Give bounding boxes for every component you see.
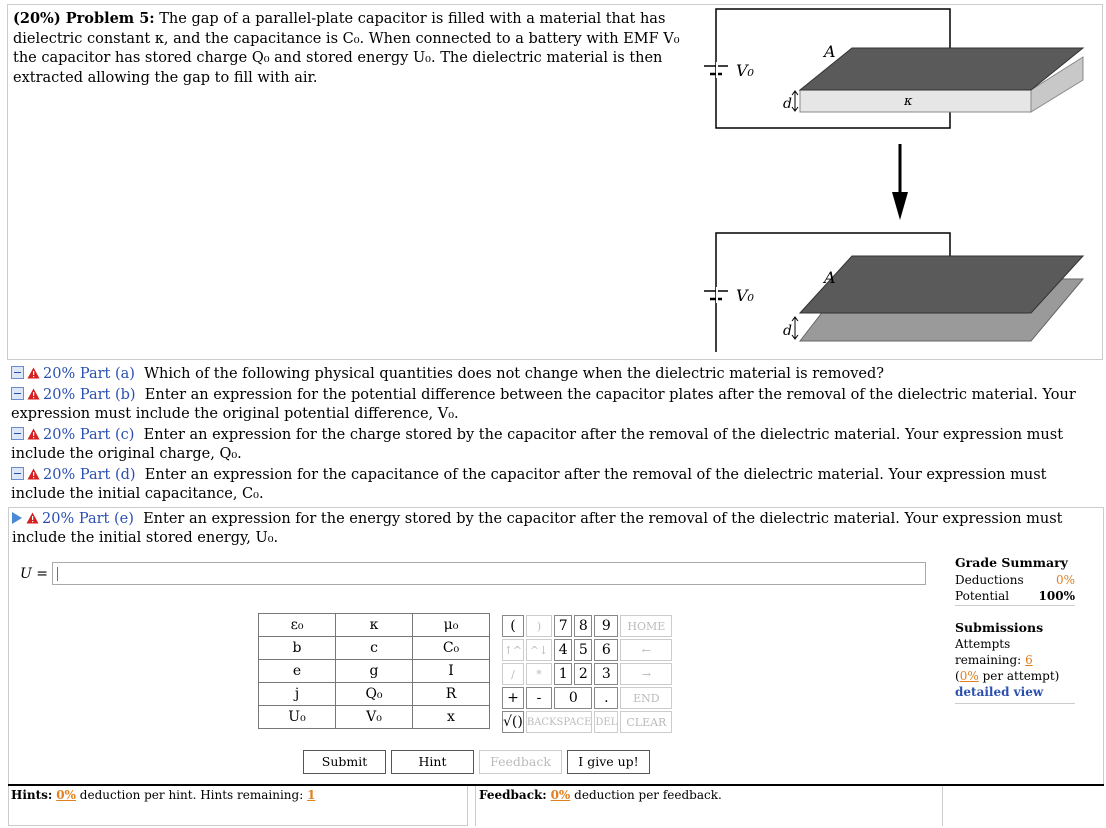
key-8[interactable]: 8 [574,615,592,637]
attempts-label: Attempts remaining: [955,637,1022,667]
key-v0[interactable]: V₀ [336,706,413,729]
warning-icon [27,428,40,440]
hints-text: deduction per hint. Hints remaining: [79,788,304,802]
part-d[interactable] [11,466,1091,504]
potential-label: Potential [955,589,1010,603]
key-divide[interactable]: / [502,663,524,685]
feedback-info [479,788,722,802]
part-text: Enter an expression for the capacitance of the capacitor after the removal of the dielectric material. Your expression must include the initial capacitance, C₀. [11,467,1047,502]
problem-statement [13,9,693,88]
key-home[interactable]: HOME [620,615,672,637]
key-mu0[interactable]: μ₀ [413,614,490,637]
grade-summary [955,555,1075,606]
key-r[interactable]: R [413,683,490,706]
text-caret [57,567,58,581]
key-e[interactable]: e [259,660,336,683]
key-6[interactable]: 6 [594,639,618,661]
key-q0[interactable]: Q₀ [336,683,413,706]
key-epsilon0[interactable]: ε₀ [259,614,336,637]
collapse-icon[interactable] [11,427,24,440]
symbol-keypad [258,613,490,729]
key-j[interactable]: j [259,683,336,706]
diagram-before [704,9,1083,128]
potential-row [955,588,1075,604]
collapse-icon[interactable] [11,387,24,400]
key-9[interactable]: 9 [594,615,618,637]
key-2[interactable]: 2 [574,663,592,685]
detailed-view-link[interactable]: detailed view [955,685,1044,699]
part-label: 20% Part (c) [43,427,135,443]
area-label: A [824,268,836,287]
feedback-pct: 0% [550,788,571,802]
feedback-button[interactable]: Feedback [479,750,562,774]
parts-list [11,365,1091,506]
key-clear[interactable]: CLEAR [620,711,672,733]
feedback-text: deduction per feedback. [574,788,722,802]
submit-button[interactable]: Submit [303,750,386,774]
hints-label: Hints: [11,788,53,802]
key-decimal[interactable]: . [594,687,618,709]
deductions-label: Deductions [955,573,1024,587]
submissions [955,620,1075,704]
part-label: 20% Part (d) [43,467,136,483]
attempts-row [955,636,1075,668]
key-right-arrow[interactable]: → [620,663,672,685]
problem-body: The gap of a parallel-plate capacitor is filled with a material that has dielectric constant κ, and the capacitance is C₀. When connected to a battery with EMF V₀ the capacitor has stored charge Q₀ and stored energy U₀. The dielectric material is then extracted allowing the gap to fill with air. [13,11,680,86]
key-b[interactable]: b [259,637,336,660]
key-u0[interactable]: U₀ [259,706,336,729]
answer-label: U = [20,566,48,582]
voltage-label: V₀ [736,61,754,80]
hints-pct: 0% [56,788,76,802]
key-4[interactable]: 4 [554,639,572,661]
key-kappa[interactable]: κ [336,614,413,637]
part-b[interactable] [11,386,1091,424]
part-text: Enter an expression for the energy stored by the capacitor after the removal of the dielectric material. Your expression must include the initial stored energy, U₀. [12,511,1063,546]
give-up-button[interactable]: I give up! [567,750,650,774]
key-minus[interactable]: - [526,687,552,709]
deductions-value: 0% [1055,573,1075,587]
part-label: 20% Part (b) [43,387,136,403]
key-subscript[interactable]: ^↓ [526,639,552,661]
hint-button[interactable]: Hint [391,750,474,774]
gap-label: d [783,323,792,339]
part-text: Which of the following physical quantities does not change when the dielectric material is removed? [144,366,885,382]
part-text: Enter an expression for the charge stored by the capacitor after the removal of the dielectric material. Your expression must include the original charge, Q₀. [11,427,1064,462]
key-x[interactable]: x [413,706,490,729]
key-g[interactable]: g [336,660,413,683]
per-attempt-pct: 0% [959,669,979,683]
warning-icon [26,512,39,524]
potential-value: 100% [1038,589,1075,603]
footer-divider [8,784,1104,786]
key-left-arrow[interactable]: ← [620,639,672,661]
key-c0[interactable]: C₀ [413,637,490,660]
key-multiply[interactable]: * [526,663,552,685]
diagram-after [704,233,1083,352]
part-label: 20% Part (e) [42,511,134,527]
key-0[interactable]: 0 [554,687,592,709]
collapse-icon[interactable] [11,467,24,480]
deductions-row [955,572,1075,588]
warning-icon [27,367,40,379]
key-i[interactable]: I [413,660,490,683]
answer-input[interactable] [52,562,926,585]
key-del[interactable]: DEL [594,711,618,733]
key-end[interactable]: END [620,687,672,709]
part-c[interactable] [11,426,1091,464]
grade-summary-title: Grade Summary [955,555,1068,570]
submissions-title: Submissions [955,620,1044,635]
key-c[interactable]: c [336,637,413,660]
part-label: 20% Part (a) [43,366,135,382]
key-open-paren[interactable]: ( [502,615,524,637]
key-7[interactable]: 7 [554,615,572,637]
expand-icon[interactable] [12,512,22,524]
gap-label: d [783,96,792,112]
per-attempt-label: per attempt) [982,669,1060,683]
part-a[interactable] [11,365,1091,384]
hints-remaining: 1 [307,788,316,802]
key-close-paren[interactable]: ) [526,615,552,637]
key-backspace[interactable]: BACKSPACE [526,711,593,733]
feedback-label: Feedback: [479,788,547,802]
key-superscript[interactable]: ↑^ [502,639,524,661]
capacitor-diagram [700,4,1100,354]
key-sqrt[interactable]: √() [502,711,524,733]
key-5[interactable]: 5 [574,639,592,661]
area-label: A [824,42,836,61]
problem-header: (20%) Problem 5: [13,10,155,27]
attempts-value: 6 [1025,653,1033,667]
hints-info [11,788,315,802]
voltage-label: V₀ [736,286,754,305]
dielectric-label: κ [904,94,913,109]
part-text: Enter an expression for the potential difference between the capacitor plates after the removal of the dielectric material. Your expression must include the original potential difference, V₀. [11,387,1076,422]
down-arrow-icon [892,144,908,220]
key-plus[interactable]: + [502,687,524,709]
warning-icon [27,468,40,480]
per-attempt-row: (0% per attempt) [955,669,1060,683]
collapse-icon[interactable] [11,366,24,379]
key-3[interactable]: 3 [594,663,618,685]
numeric-keypad [500,613,674,735]
warning-icon [27,388,40,400]
part-e [12,510,1072,548]
key-1[interactable]: 1 [554,663,572,685]
